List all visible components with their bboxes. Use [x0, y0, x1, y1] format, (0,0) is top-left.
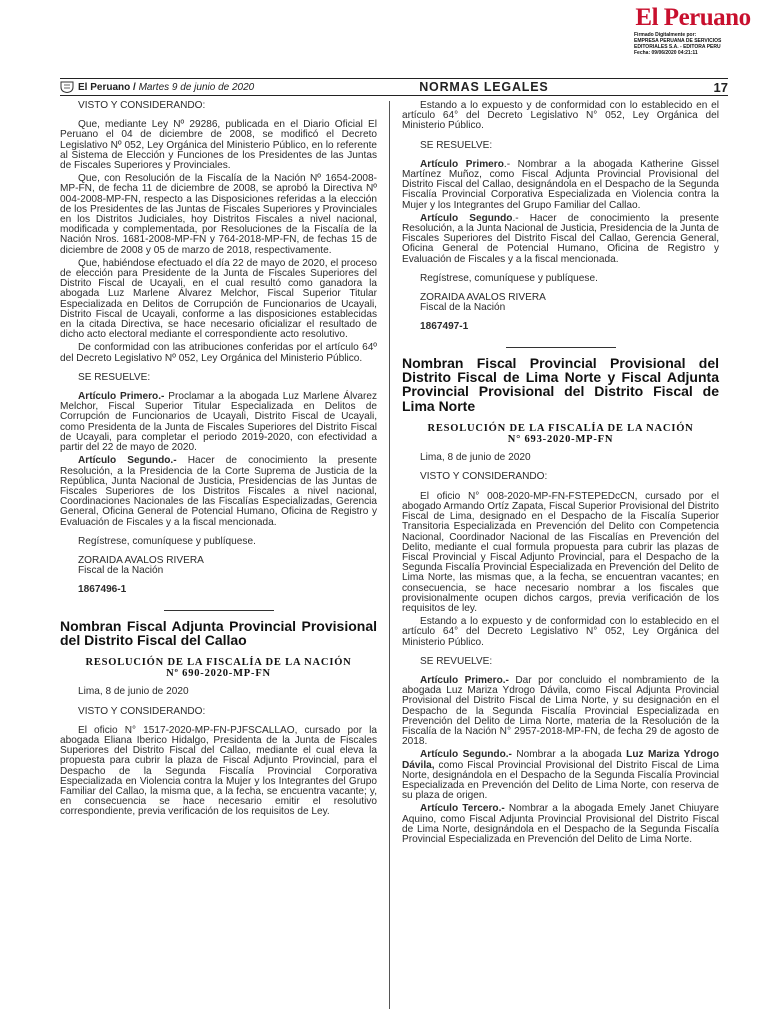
- visto-heading: VISTO Y CONSIDERANDO:: [420, 471, 548, 483]
- revuelve-heading: SE REVUELVE:: [420, 655, 493, 667]
- closing-formula: Regístrese, comuníquese y publíquese.: [420, 272, 598, 284]
- publication-code: 1867496-1: [78, 584, 127, 596]
- paragraph: Estando a lo expuesto y de conformidad con lo establecido en el artículo 64° del Decreto Legislativo N° 052, Ley Orgánica del Ministerio Público.: [402, 616, 719, 648]
- resolution-number: N° 693-2020-MP-FN: [507, 434, 614, 446]
- article-paragraph: [402, 214, 719, 265]
- article-text: Nombrar a la abogada Emely Janet Chiuyare Aquino, como Fiscal Adjunta Provincial Provisional del Distrito Fiscal de Lima Norte, designándola en el Despacho de la Segunda Fiscalía Provincial Especializada en Prevención del Delito de Lima Norte.: [402, 803, 719, 845]
- newspaper-logo: El Peruano: [635, 4, 751, 31]
- resolution-headline: Nombran Fiscal Adjunta Provincial Provisional del Distrito Fiscal del Callao: [60, 617, 377, 648]
- header-newspaper-name: El Peruano /: [78, 81, 136, 93]
- article-paragraph: [402, 804, 719, 845]
- header-date: Martes 9 de junio de 2020: [138, 81, 255, 93]
- article-label: Artículo Primero.-: [78, 391, 165, 403]
- article-label: Artículo Segundo.-: [420, 749, 512, 761]
- article-text: .- Hacer de conocimiento la presente Resolución, a la Junta Nacional de Justicia, Presidencia de la Junta de Fiscales Superiores del Distrito Fiscal del Callao, Gerencia General, Oficina General de Potencial Humano, Oficina de Registro y Evaluación de Fiscales y a la fiscal mencionada.: [402, 212, 719, 265]
- article-person-name: Luz Mariza Ydrogo Dávila,: [402, 749, 719, 771]
- article-text: Hacer de conocimiento la presente Resolución, a la Presidencia de la Corte Suprema de Justicia de la República, Junta Nacional de Justicia, Presidencias de las Juntas de Fiscales Superiores de los Distritos Fiscales a nivel nacional, Coordinaciones Nacionales de las Fiscalías Especializadas, Gerencia General, Oficina General de Potencial Humano, Oficina de Registro y Evaluación de Fiscales y a la fiscal mencionada.: [60, 455, 377, 528]
- paragraph: El oficio N° 008-2020-MP-FN-FSTEPEDcCN, cursado por el abogado Armando Ortíz Zapata, Fiscal Superior Provisional del Distrito Fiscal de Lima, designado en el Despacho de la Fiscalía Superior Transitoria Especializada en Prevención del Delito con Competencia Nacional, Coordinador Nacional de las Fiscalías en Prevención del Delito, mediante el cual formula propuesta para cubrir las plazas de Fiscal Provincial y Fiscal Adjunto Provincial, para el Despacho de la Segunda Fiscalía Provincial Especializada en Prevención del Delito de Lima Norte, las mismas que, a la fecha, se encuentran vacantes; en consecuencia, se hace necesario nombrar a los fiscales que provisionalmente ocupen dichos cargos, previa verificación de los requisitos de ley.: [402, 490, 719, 614]
- article-paragraph: [402, 750, 719, 801]
- paragraph: Que, mediante Ley Nº 29286, publicada en el Diario Oficial El Peruano el 04 de diciembre de 2008, se modificó el Decreto Legislativo Nº 052, Ley Orgánica del Ministerio Público, en lo referente al Sistema de Elección y Funciones de los Presidentes de las Juntas de Fiscales Superiores y Provinciales.: [60, 119, 377, 172]
- article-label: Artículo Tercero.-: [420, 803, 505, 815]
- signer-title: Fiscal de la Nación: [78, 565, 164, 577]
- article-label: Artículo Segundo: [420, 212, 513, 224]
- digital-signature-note: [634, 32, 758, 56]
- visto-heading: VISTO Y CONSIDERANDO:: [78, 100, 206, 111]
- article-paragraph: [60, 392, 377, 453]
- resuelve-heading: SE RESUELVE:: [420, 139, 493, 151]
- article-label: Artículo Primero.-: [420, 674, 509, 686]
- article-label: Artículo Primero: [420, 158, 504, 170]
- brand-block: [628, 4, 758, 56]
- article-paragraph: [402, 160, 719, 211]
- paragraph: Que, con Resolución de la Fiscalía de la Nación Nº 1654-2008-MP-FN, de fecha 11 de diciembre de 2008, se aprobó la Directiva Nº 004-2008-MP-FN, respecto a las Disposiciones referidas a la elección de los Presidentes de las Juntas de Fiscales Superiores y Provinciales en los Distritos Judiciales, hoy Distritos Fiscales a nivel nacional, modificada y complementada, por Resoluciones de la Fiscalía de la Nación Nros. 1681-2008-MP-FN y 764-2018-MP-FN, de fechas 15 de diciembre de 2008 y 05 de marzo de 2018, respectivamente.: [60, 173, 377, 256]
- paragraph: El oficio N° 1517-2020-MP-FN-PJFSCALLAO, cursado por la abogada Eliana Iberico Hidalgo, Presidenta de la Junta de Fiscales Superiores del Distrito Fiscal del Callao, mediante el cual eleva la propuesta para cubrir la plaza de Fiscal Adjunto Provincial, para el Despacho de la Segunda Fiscalía Provincial Corporativa Especializada en Violencia contra la Mujer y los Integrantes del Grupo Familiar del Callao, la misma que, a la fecha, se encuentra vacante; y, en consecuencia se hace necesario emitir el resolutivo correspondiente, previa verificación de los requisitos de Ley.: [60, 724, 377, 818]
- signer-name: ZORAIDA AVALOS RIVERA: [420, 292, 546, 304]
- resolution-title-text: RESOLUCIÓN DE LA FISCALÍA DE LA NACIÓN: [85, 657, 352, 669]
- resolution-number: Nº 690-2020-MP-FN: [166, 668, 271, 680]
- signature-line-4: Fecha: 09/06/2020 04:21:11: [634, 50, 698, 56]
- article-text: Dar por concluido el nombramiento de la abogada Luz Mariza Ydrogo Dávila, como Fiscal Adjunta Provincial Provisional del Distrito Fiscal de Lima Norte, y su designación en el Despacho de la Segunda Fiscalía Provincial Especializada en Prevención del Delito de Lima Norte, materia de la Resolución de la Fiscalía de la Nación N° 2957-2018-MP-FN, de fecha 29 de agosto de 2018.: [402, 674, 720, 748]
- paragraph: Estando a lo expuesto y de conformidad con lo establecido en el artículo 64° del Decreto Legislativo N° 052, Ley Orgánica del Ministerio Público.: [402, 100, 719, 132]
- section-rule: [506, 347, 616, 348]
- closing-formula: Regístrese, comuníquese y publíquese.: [78, 535, 256, 547]
- header-section-title: NORMAS LEGALES: [419, 80, 549, 94]
- paragraph: De conformidad con las atribuciones conferidas por el artículo 64º del Decreto Legislativo Nº 052, Ley Orgánica del Ministerio Público.: [60, 342, 377, 364]
- right-column: [402, 101, 719, 848]
- article-text: Nombrar a la abogada: [511, 749, 627, 761]
- article-text: como Fiscal Provincial Provisional del Distrito Fiscal de Lima Norte, designándola en el Despacho de la Segunda Fiscalía Provincial Especializada en Prevención del Delito de Lima Norte, con reserva de su plaza de origen.: [402, 759, 719, 802]
- resuelve-heading: SE RESUELVE:: [78, 371, 151, 383]
- signature-line-3: EDITORIALES S.A. - EDITORA PERU: [634, 44, 721, 50]
- article-paragraph: [402, 676, 719, 747]
- article-paragraph: [60, 456, 377, 527]
- column-divider: [389, 101, 390, 1009]
- page-number: 17: [713, 79, 728, 95]
- article-label: Artículo Segundo.-: [78, 455, 177, 467]
- signer-title: Fiscal de la Nación: [420, 302, 506, 314]
- resolution-headline: Nombran Fiscal Provincial Provisional del Distrito Fiscal de Lima Norte y Fiscal Adjunta Provincial Provisional del Distrito Fiscal de Lima Norte: [402, 354, 719, 414]
- section-rule: [164, 610, 274, 611]
- visto-heading: VISTO Y CONSIDERANDO:: [78, 705, 206, 717]
- resolution-title-text: RESOLUCIÓN DE LA FISCALÍA DE LA NACIÓN: [427, 423, 694, 435]
- signature-line-1: Firmado Digitalmente por:: [634, 32, 697, 38]
- place-date: Lima, 8 de junio de 2020: [78, 686, 189, 698]
- article-text: Proclamar a la abogada Luz Marlene Álvarez Melchor, Fiscal Superior Titular Especializada en Delitos de Corrupción de Funcionarios de Ucayali, Distrito Fiscal de Ucayali, como Presidenta de la Junta de Fiscales Superiores del Distrito Fiscal de Ucayali, para completar el periodo 2019-2020, con efectividad a partir del 22 de mayo de 2020.: [60, 391, 377, 454]
- page-header: [60, 78, 728, 96]
- publication-code: 1867497-1: [420, 321, 469, 333]
- header-masthead: [60, 81, 254, 93]
- article-text: .- Nombrar a la abogada Katherine Gissel Martínez Muñoz, como Fiscal Adjunta Provincial Provisional del Distrito Fiscal del Callao, designándola en el Despacho de la Segunda Fiscalía Provincial Corporativa Especializada en Violencia contra la Mujer y los Integrantes del Grupo Familiar del Callao.: [402, 158, 719, 211]
- signer-name: ZORAIDA AVALOS RIVERA: [78, 554, 204, 566]
- resolution-title: [60, 657, 377, 679]
- crest-icon: [60, 81, 74, 93]
- paragraph: Que, habiéndose efectuado el día 22 de mayo de 2020, el proceso de elección para Presidente de la Junta de Fiscales Superiores del Distrito Fiscal de Ucayali, en el cual resultó como ganadora la abogada Luz Marlene Álvarez Melchor, Fiscal Superior Titular Especializada en Delitos de Corrupción de Funcionarios de Ucayali, Distrito Fiscal de Ucayali, conforme a las disposiciones establecidas en la citada Directiva, se hace necesario oficializar el resultado de dicho acto electoral mediante el correspondiente acto resolutivo.: [60, 257, 377, 341]
- left-column: [60, 101, 377, 821]
- place-date: Lima, 8 de junio de 2020: [420, 452, 531, 464]
- signature-line-2: EMPRESA PERUANA DE SERVICIOS: [634, 38, 722, 44]
- resolution-title: [402, 423, 719, 445]
